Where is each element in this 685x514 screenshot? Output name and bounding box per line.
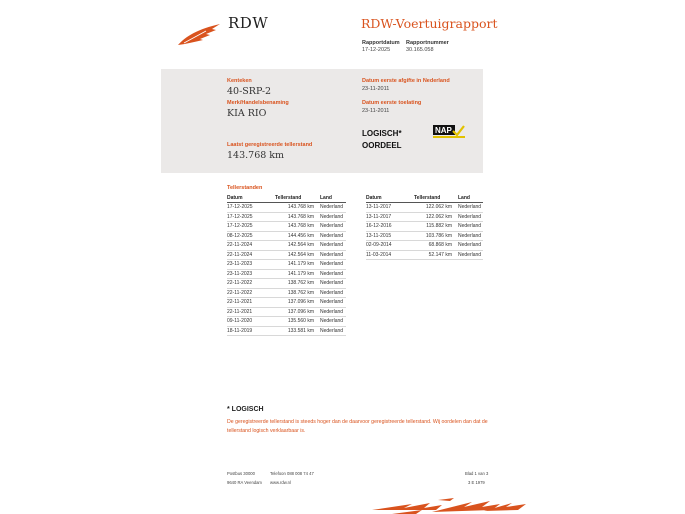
table-row	[227, 241, 346, 251]
table-row	[227, 269, 346, 279]
land-cell: Nederland	[458, 223, 482, 230]
tellerstanden-heading: Tellerstanden	[227, 185, 263, 191]
tellerstand-cell: 142.564 km	[269, 250, 320, 260]
column-header-tellerstand: Tellerstand	[408, 194, 458, 203]
datum-cell: 18-11-2019	[227, 326, 269, 336]
table-row	[366, 250, 483, 260]
tellerstand-cell: 144.456 km	[269, 231, 320, 241]
odometer-table-left	[227, 194, 346, 336]
nap-logo-text: NAP	[435, 126, 452, 136]
land-cell: Nederland	[320, 298, 346, 308]
land-cell: Nederland	[320, 250, 346, 260]
tellerstand-cell: 138.762 km	[269, 279, 320, 289]
datum-cell: 17-12-2025	[227, 203, 269, 213]
land-cell: Nederland	[458, 251, 482, 258]
footer-website: www.rdw.nl	[270, 480, 291, 485]
tellerstand-cell: 137.096 km	[269, 307, 320, 317]
decorative-swoosh-graphic	[372, 496, 527, 514]
table-row	[227, 212, 346, 222]
datum-cell: 17-12-2025	[227, 222, 269, 232]
land-cell: Nederland	[320, 279, 346, 289]
tellerstand-cell: 135.560 km	[269, 317, 320, 327]
laatste-tellerstand-label: Laatst geregistreerde tellerstand	[227, 142, 313, 148]
table-row	[227, 203, 346, 213]
footer-code: 3 E 1979	[468, 480, 485, 485]
datum-cell: 22-11-2022	[227, 288, 269, 298]
land-cell: Nederland	[320, 241, 346, 251]
land-cell: Nederland	[320, 260, 346, 270]
table-row	[227, 288, 346, 298]
oordeel-block	[362, 128, 402, 152]
tellerstand-cell: 143.768 km	[269, 222, 320, 232]
footnote-text: De geregistreerde tellerstand is steeds hoger dan de daarvoor geregistreerde tellerstand. Wij oordelen dan dat de tellerstand logisch verklaarbaar is.	[227, 419, 488, 434]
merk-value: KIA RIO	[227, 108, 267, 119]
column-header-datum: Datum	[366, 194, 408, 203]
column-header-tellerstand: Tellerstand	[269, 194, 320, 203]
datum-cell: 11-03-2014	[366, 250, 408, 260]
footer-plaats: 9640 RA Veendam	[227, 480, 262, 485]
table-row	[227, 250, 346, 260]
land-cell: Nederland	[458, 242, 482, 249]
tellerstand-cell: 143.768 km	[269, 212, 320, 222]
laatste-tellerstand-value: 143.768 km	[227, 150, 285, 161]
rapportnummer-label: Rapportnummer	[406, 40, 449, 46]
tellerstand-cell: 122.062 km	[408, 212, 458, 222]
datum-cell: 22-11-2021	[227, 298, 269, 308]
land-cell: Nederland	[320, 212, 346, 222]
datum-cell: 23-11-2023	[227, 260, 269, 270]
tellerstand-cell: 103.786 km	[408, 231, 458, 241]
land-cell: Nederland	[320, 222, 346, 232]
vehicle-summary-panel	[161, 69, 483, 173]
rdw-logo-icon	[176, 22, 222, 48]
tellerstand-cell: 138.762 km	[269, 288, 320, 298]
eerste-afgifte-value: 23-11-2011	[362, 86, 390, 92]
table-row	[366, 203, 483, 213]
tellerstand-cell: 142.564 km	[269, 241, 320, 251]
datum-cell: 09-11-2020	[227, 317, 269, 327]
datum-cell: 16-12-2016	[366, 222, 408, 232]
footer-postbus: Postbus 30000	[227, 471, 255, 476]
tellerstand-cell: 122.062 km	[408, 203, 458, 213]
tellerstand-cell: 137.096 km	[269, 298, 320, 308]
datum-cell: 22-11-2024	[227, 250, 269, 260]
footer-blad: Blad 1 van 3	[465, 471, 489, 476]
datum-cell: 22-11-2022	[227, 279, 269, 289]
oordeel-line-2: OORDEEL	[362, 141, 402, 150]
rapportdatum-value: 17-12-2025	[362, 47, 391, 53]
datum-cell: 02-09-2014	[366, 241, 408, 251]
tellerstand-cell: 133.581 km	[269, 326, 320, 336]
column-header-land: Land	[320, 194, 346, 203]
table-row	[366, 212, 483, 222]
datum-cell: 08-12-2025	[227, 231, 269, 241]
column-header-datum: Datum	[227, 194, 269, 203]
table-row	[227, 279, 346, 289]
table-row	[366, 231, 483, 241]
land-cell: Nederland	[458, 204, 482, 211]
logo-text: RDW	[228, 14, 269, 32]
land-cell: Nederland	[320, 269, 346, 279]
table-row	[366, 222, 483, 232]
footnote-title: * LOGISCH	[227, 406, 264, 413]
tellerstand-cell: 115.882 km	[408, 222, 458, 232]
odometer-table-right	[366, 194, 483, 260]
datum-cell: 13-11-2017	[366, 203, 408, 213]
datum-cell: 13-11-2017	[366, 212, 408, 222]
table-row	[227, 231, 346, 241]
tellerstand-cell: 143.768 km	[269, 203, 320, 213]
land-cell: Nederland	[320, 288, 346, 298]
table-row	[227, 222, 346, 232]
land-cell: Nederland	[458, 213, 482, 220]
datum-cell: 17-12-2025	[227, 212, 269, 222]
land-cell: Nederland	[320, 326, 346, 336]
table-row	[227, 326, 346, 336]
table-row	[366, 241, 483, 251]
document-title: RDW-Voertuigrapport	[361, 16, 498, 31]
datum-cell: 22-11-2024	[227, 241, 269, 251]
tellerstand-cell: 68.868 km	[408, 241, 458, 251]
eerste-toelating-label: Datum eerste toelating	[362, 100, 422, 106]
datum-cell: 13-11-2015	[366, 231, 408, 241]
land-cell: Nederland	[458, 232, 482, 239]
kenteken-value: 40-SRP-2	[227, 86, 272, 97]
datum-cell: 23-11-2023	[227, 269, 269, 279]
table-row	[227, 260, 346, 270]
table-row	[227, 317, 346, 327]
kenteken-label: Kenteken	[227, 78, 252, 84]
eerste-toelating-value: 23-11-2011	[362, 108, 390, 114]
nap-logo-icon	[433, 125, 465, 139]
tellerstand-cell: 141.179 km	[269, 269, 320, 279]
land-cell: Nederland	[320, 231, 346, 241]
tellerstand-cell: 141.179 km	[269, 260, 320, 270]
merk-label: Merk/Handelsbenaming	[227, 100, 289, 106]
footer-telefoon: Telefoon 088 008 74 47	[270, 471, 314, 476]
rapportnummer-value: 30.165.058	[406, 47, 434, 53]
land-cell: Nederland	[320, 317, 346, 327]
tellerstand-cell: 52.147 km	[408, 250, 458, 260]
land-cell: Nederland	[320, 203, 346, 213]
oordeel-line-1: LOGISCH*	[362, 129, 402, 138]
column-header-land: Land	[458, 194, 483, 203]
eerste-afgifte-label: Datum eerste afgifte in Nederland	[362, 78, 450, 84]
table-row	[227, 298, 346, 308]
land-cell: Nederland	[320, 307, 346, 317]
rapportdatum-label: Rapportdatum	[362, 40, 400, 46]
table-row	[227, 307, 346, 317]
datum-cell: 22-11-2021	[227, 307, 269, 317]
